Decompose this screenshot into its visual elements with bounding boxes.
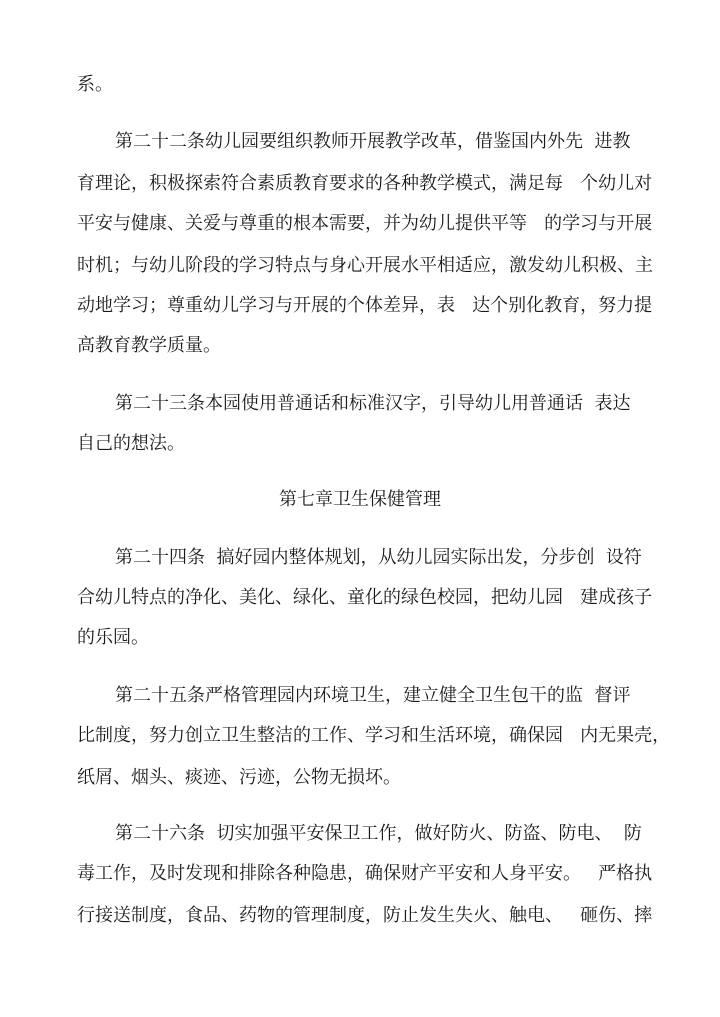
article-24-line-3: 的乐园。 [77, 627, 149, 648]
article-25-line-3: 纸屑、烟头、痰迹、污迹，公物无损坏。 [77, 767, 401, 788]
article-23-line-2: 自己的想法。 [77, 433, 185, 454]
article-25-line-1: 第二十五条严格管理园内环境卫生，建立健全卫生包干的监 督评 [115, 685, 631, 706]
article-24-line-2: 合幼儿特点的净化、美化、绿化、童化的绿色校园，把幼儿园 建成孩子 [77, 587, 653, 608]
article-24-line-1: 第二十四条 搞好园内整体规划，从幼儿园实际出发，分步创 设符 [115, 547, 642, 568]
article-23-line-1: 第二十三条本园使用普通话和标准汉字，引导幼儿用普通话 表达 [115, 393, 631, 414]
text-line: 系。 [77, 74, 113, 95]
article-26-line-2: 毒工作，及时发现和排除各种隐患，确保财产平安和人身平安。 严格执 [77, 863, 653, 884]
article-26-line-3: 行接送制度，食品、药物的管理制度，防止发生失火、触电、 砸伤、摔 [77, 905, 653, 926]
article-22-line-3: 平安与健康、关爱与尊重的根本需要，并为幼儿提供平等 的学习与开展 [77, 213, 653, 234]
article-25-line-2: 比制度，努力创立卫生整洁的工作、学习和生活环境，确保园 内无果壳， [77, 725, 671, 746]
article-22-line-1: 第二十二条幼儿园要组织教师开展教学改革，借鉴国内外先 进教 [115, 131, 631, 152]
chapter-heading: 第七章卫生保健管理 [279, 489, 441, 510]
article-22-line-5: 动地学习；尊重幼儿学习与开展的个体差异，表 达个别化教育，努力提 [77, 295, 653, 316]
article-26-line-1: 第二十六条 切实加强平安保卫工作，做好防火、防盗、防电、 防 [115, 823, 642, 844]
article-22-line-6: 高教育教学质量。 [77, 335, 221, 356]
article-22-line-2: 育理论，积极探索符合素质教育要求的各种教学模式，满足每 个幼儿对 [77, 173, 653, 194]
article-22-line-4: 时机；与幼儿阶段的学习特点与身心开展水平相适应，激发幼儿积极、主 [77, 255, 653, 276]
